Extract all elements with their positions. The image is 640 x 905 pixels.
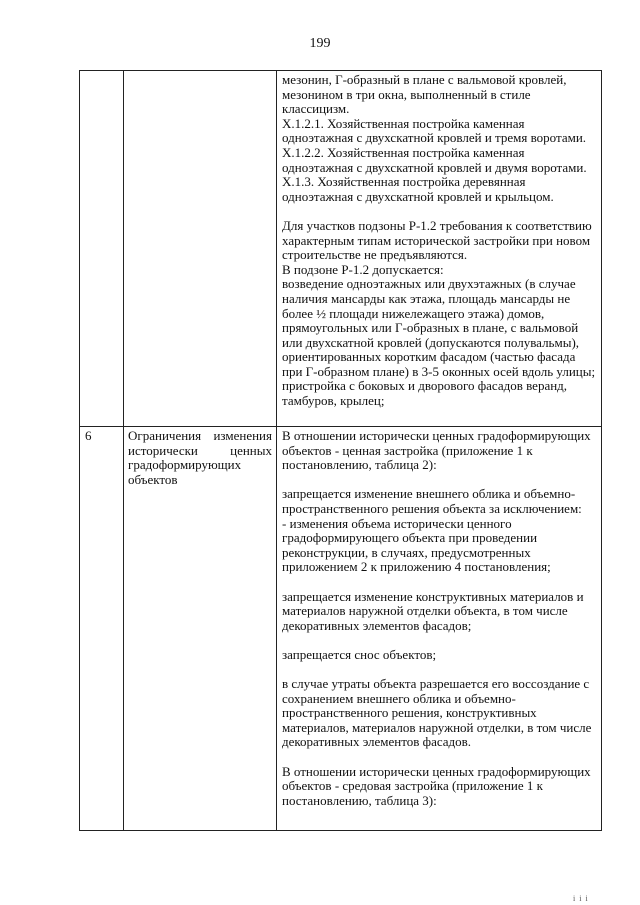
table-row <box>80 71 602 427</box>
requirement-paragraph <box>282 633 597 648</box>
requirement-paragraph: возведение одноэтажных или двухэтажных (в случае наличия мансарды как этажа, площадь мансарды не более ½ площади нижележащего этажа) домов, прямоугольных или Г-образных в плане, с вальмовой или двухскатной кровлей (допускаются полувальмы), ориентированных коротким фасадом (частью фасада при Г-образном плане) в 3-5 оконных осей вдоль улицы; <box>282 276 596 379</box>
requirement-paragraph: Х.1.2.2. Хозяйственная постройка каменная одноэтажная с двухскатной кровлей и двумя воротами. <box>282 144 587 175</box>
page-number: 199 <box>309 36 331 51</box>
requirements-table <box>79 70 602 831</box>
requirement-paragraph: В отношении исторически ценных градоформирующих объектов - средовая застройка (приложение 1 к постановлению, таблица 3): <box>282 763 591 808</box>
requirement-paragraph: пристройка с боковых и дворового фасадов веранд, тамбуров, крылец; <box>282 378 568 409</box>
row-name: Ограничения изменения исторически ценных градоформирующих объектов <box>128 428 272 487</box>
row-number-cell <box>80 71 124 427</box>
requirement-paragraph: запрещается изменение конструктивных материалов и материалов наружной отделки объекта, в том числе декоративных элементов фасадов; <box>282 588 584 633</box>
requirement-paragraph: в случае утраты объекта разрешается его воссоздание с сохранением внешнего облика и объемно-пространственного решения, конструктивных материалов, материалов наружной отделки, в том числе декоративных элементов фасадов. <box>282 676 592 750</box>
requirements-text <box>277 427 601 808</box>
row-requirements-cell <box>277 71 602 427</box>
row-name-cell <box>124 71 277 427</box>
requirement-paragraph: Х.1.3. Хозяйственная постройка деревянная одноэтажная с двухскатной кровлей и крыльцом. <box>282 174 554 204</box>
requirement-paragraph <box>282 750 597 765</box>
requirements-text <box>277 71 601 409</box>
row-requirements-cell <box>277 427 602 831</box>
row-name <box>124 71 276 73</box>
requirement-paragraph: - изменения объема исторически ценного градоформирующего объекта при проведении реконструкции, в случаях, предусмотренных приложением 2 к приложению 4 постановления; <box>282 515 551 575</box>
requirement-paragraph <box>282 575 597 590</box>
requirement-paragraph: В отношении исторически ценных градоформирующих объектов - ценная застройка (приложение 1 к постановлению, таблица 2): <box>282 428 591 473</box>
table-row <box>80 427 602 831</box>
requirement-paragraph <box>282 473 597 488</box>
requirement-paragraph: Х.1.2.1. Хозяйственная постройка каменная одноэтажная с двухскатной кровлей и тремя воротами. <box>282 115 587 146</box>
requirement-paragraph: мезонин, Г-образный в плане с вальмовой кровлей, мезонином в три окна, выполненный в стиле классицизм. <box>282 72 567 117</box>
requirement-paragraph <box>282 204 597 219</box>
requirement-paragraph: В подзоне Р-1.2 допускается: <box>282 261 444 277</box>
row-number-cell <box>80 427 124 831</box>
row-number: 6 <box>85 428 92 443</box>
row-number <box>80 71 123 73</box>
scan-mark: i i i <box>573 894 589 903</box>
requirement-paragraph: запрещается снос объектов; <box>282 646 437 662</box>
requirement-paragraph: Для участков подзоны Р-1.2 требования к соответствию характерным типам исторической застройки при новом строительстве не предъявляются. <box>282 217 592 263</box>
requirement-paragraph: запрещается изменение внешнего облика и объемно-пространственного решения объекта за исключением: <box>282 486 582 516</box>
row-name-cell <box>124 427 277 831</box>
requirement-paragraph <box>282 663 597 678</box>
